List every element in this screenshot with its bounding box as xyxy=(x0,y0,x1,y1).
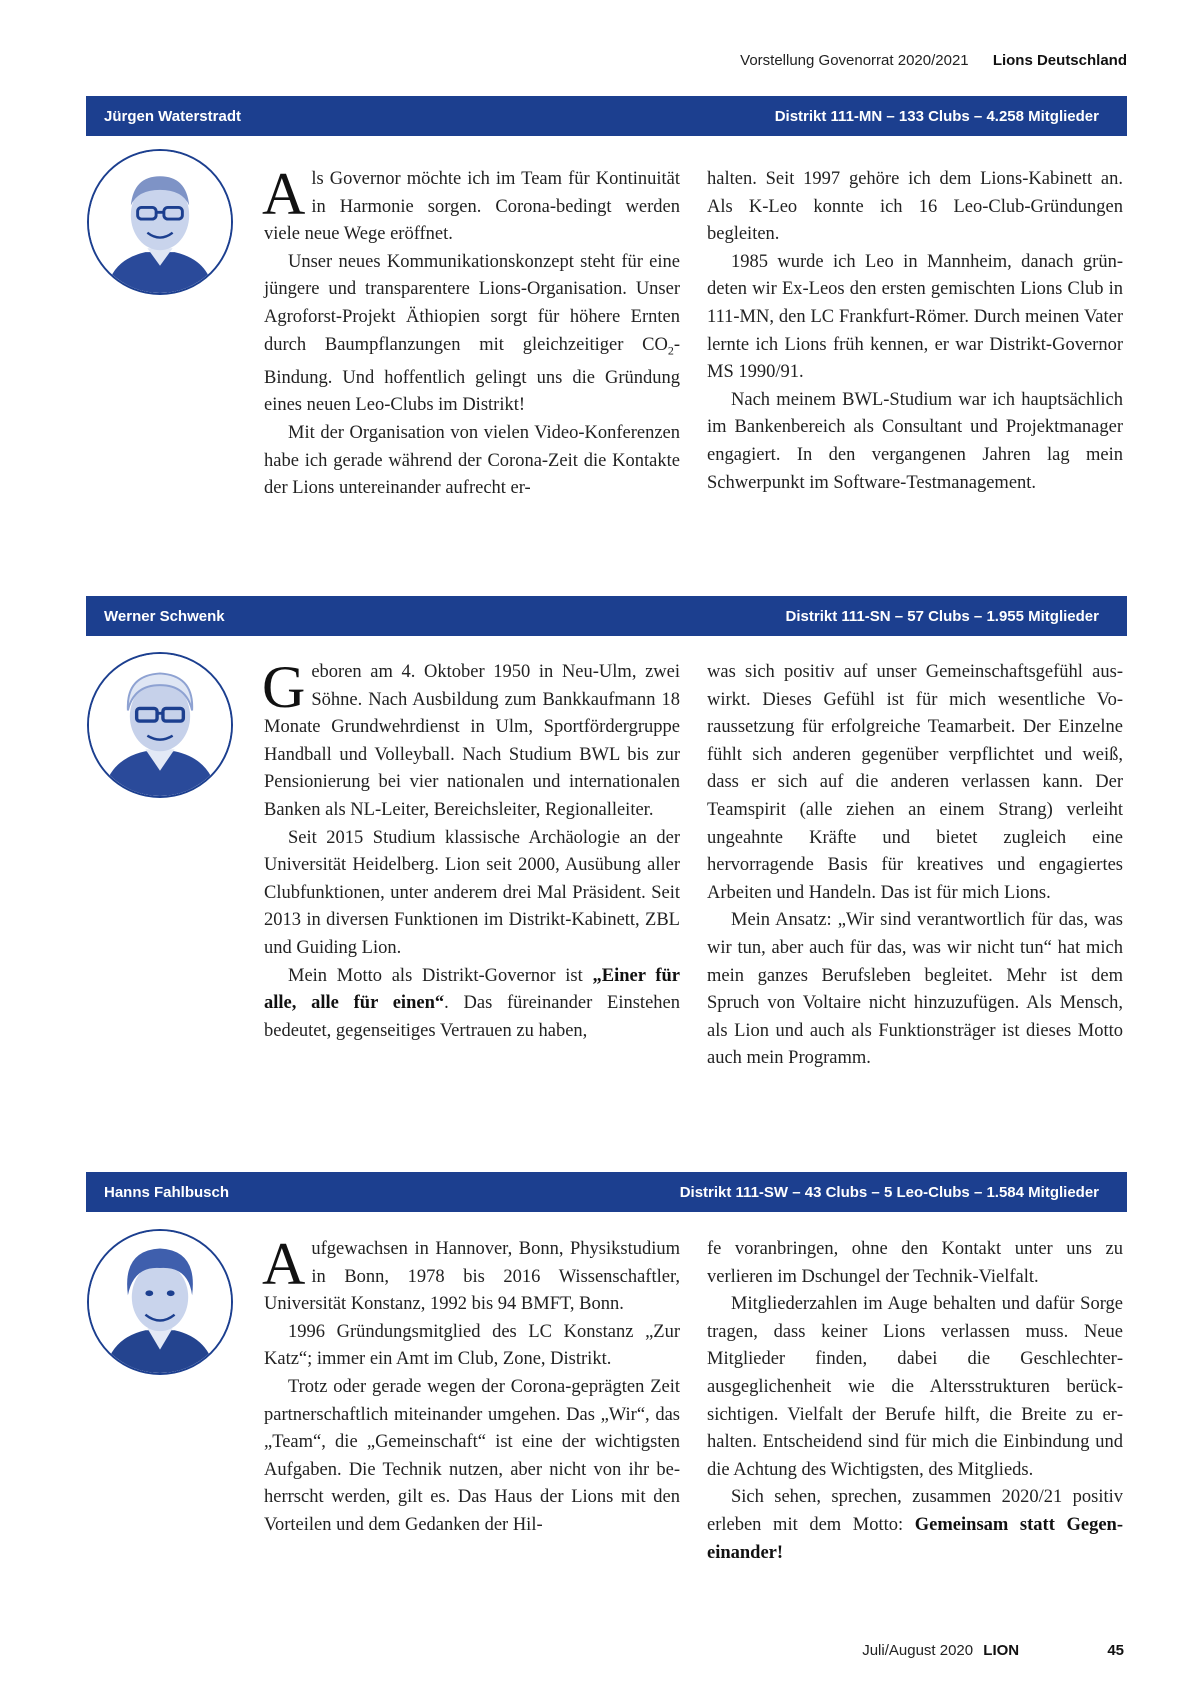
paragraph-text: eboren am 4. Oktober 1950 in Neu-Ulm, zwei Söhne. Nach Ausbildung zum Bankkaufmann 18 Monate Grundwehrdienst in Ulm, Sportfördergruppe Handball und Volleyball. Nach Studium BWL bis zur Pensionierung bei vier nationalen und internationalen Banken als NL-Leiter, Bereichsleiter, Regionalleiter. xyxy=(264,662,680,820)
page-footer xyxy=(862,1642,1124,1659)
paragraph-text: Sich sehen, sprechen, zusammen 2020/21 positiv erleben mit dem Motto: xyxy=(707,1487,1123,1535)
paragraph xyxy=(264,963,680,1046)
paragraph: Trotz oder gerade wegen der Corona-geprägten Zeit partnerschaftlich miteinander umgehen. Das „Wir“, das „Team“, die „Gemeinschaft“ ist eine der wichtigsten Aufgaben. Die Technik nutzen, aber nicht von ihr beherrscht werden, gilt es. Das Haus der Lions mit den Vorteilen und dem Gedanken der Hil- xyxy=(264,1376,680,1535)
section-bar xyxy=(86,596,1127,636)
paragraph xyxy=(262,161,680,249)
district-info: Distrikt 111-MN – 133 Clubs – 4.258 Mitglieder xyxy=(774,107,1099,125)
article-column-left xyxy=(262,161,680,503)
paragraph: Seit 2015 Studium klassische Archäologie an der Universität Heidelberg. Lion seit 2000, Ausübung aller Clubfunktionen, unter anderem drei Mal Präsident. Seit 2013 in diversen Funktionen im Distrikt-Kabinett, ZBL und Guiding Lion. xyxy=(264,827,680,958)
paragraph: 1996 Gründungsmitglied des LC Konstanz „Zur Katz“; immer ein Amt im Club, Zone, Distrikt. xyxy=(264,1321,680,1370)
paragraph xyxy=(707,1484,1123,1567)
district-info: Distrikt 111-SW – 43 Clubs – 5 Leo-Clubs – 1.584 Mitglieder xyxy=(679,1183,1099,1201)
paragraph-text: -Bindung. Und hoffentlich gelingt uns die Gründung eines neuen Leo-Clubs im Distrikt! xyxy=(264,334,680,416)
paragraph: halten. Seit 1997 gehöre ich dem Lions-Kabinett an. Als K-Leo konnte ich 16 Leo-Club-Gründungen begleiten. xyxy=(707,169,1123,245)
motto-bold: Gemeinsam statt Gegeneinander! xyxy=(707,1514,1123,1563)
paragraph-text: . Das füreinander Einstehen bedeutet, gegenseitiges Vertrauen zu haben, xyxy=(264,993,680,1041)
paragraph: fe voranbringen, ohne den Kontakt unter uns zu verlieren im Dschungel der Technik-Vielfalt. xyxy=(707,1239,1123,1287)
paragraph: Mit der Organisation von vielen Video-Konferenzen habe ich gerade während der Corona-Zeit die Kontakte der Lions untereinander aufrecht er- xyxy=(264,423,680,499)
portrait-photo xyxy=(87,652,233,798)
paragraph-text: Mein Motto als Distrikt-Governor ist xyxy=(288,965,593,986)
article-column-right xyxy=(707,1236,1123,1567)
article-column-right xyxy=(707,659,1123,1073)
section-bar xyxy=(86,96,1127,136)
paragraph-text: ls Governor möchte ich im Team für Kontinuität in Harmonie sorgen. Corona-bedingt werden viele neue Wege eröffnet. xyxy=(264,169,680,245)
paragraph-text: ufgewachsen in Hannover, Bonn, Physikstudium in Bonn, 1978 bis 2016 Wissenschaftler, Universität Konstanz, 1992 bis 94 BMFT, Bonn. xyxy=(264,1239,680,1315)
district-info: Distrikt 111-SN – 57 Clubs – 1.955 Mitglieder xyxy=(785,607,1099,625)
portrait-photo xyxy=(87,149,233,295)
person-name: Jürgen Waterstradt xyxy=(104,107,241,125)
article-column-left xyxy=(262,654,680,1045)
article-column-right xyxy=(707,166,1123,497)
drop-cap: G xyxy=(262,654,306,720)
person-name: Hanns Fahlbusch xyxy=(104,1183,230,1201)
person-name: Werner Schwenk xyxy=(104,607,225,625)
magazine-name: LION xyxy=(983,1642,1020,1659)
portrait-photo xyxy=(87,1229,233,1375)
article-column-left xyxy=(262,1231,680,1540)
running-header xyxy=(740,52,1127,69)
paragraph-text: Unser neues Kommunikationskonzept steht für eine jüngere und transparentere Lions-Organisation. Unser Agroforst-Projekt Äthiopien sorgt für höhere Ernten durch Baumpflanzungen mit gleichzeitiger CO xyxy=(264,251,680,355)
page-number: 45 xyxy=(1107,1642,1124,1659)
paragraph: Mitgliederzahlen im Auge behalten und dafür Sorge tragen, dass keiner Lions verlassen muss. Neue Mitglieder finden, dabei die Geschlechterausgeglichenheit wie die Altersstrukturen berücksichtigen. Vielfalt der Berufe hilft, die Breite zu erhalten. Entscheidend sind für mich die Einbindung und die Achtung des Wichtigsten, des Mitglieds. xyxy=(707,1294,1123,1480)
subscript: 2 xyxy=(667,343,674,358)
paragraph: Mein Ansatz: „Wir sind verantwortlich für das, was wir tun, aber auch für das, was wir nicht tun“ hat mich mein ganzes Berufsleben begleitet. Mehr ist dem Spruch von Voltaire nicht hinzuzufügen. Als Mensch, als Lion und auch als Funktionsträger ist dieses Motto auch mein Programm. xyxy=(707,910,1123,1069)
issue-date: Juli/August 2020 xyxy=(862,1642,974,1659)
paragraph: Nach meinem BWL-Studium war ich hauptsächlich im Bankenbereich als Consultant und Projektmanager engagiert. In den vergangenen Jahren lag mein Schwerpunkt im Software-Testmanagement. xyxy=(707,389,1123,493)
paragraph xyxy=(262,1231,680,1319)
paragraph xyxy=(262,654,680,825)
motto-bold: „Einer für alle, alle für einen“ xyxy=(264,965,680,1014)
paragraph: 1985 wurde ich Leo in Mannheim, danach gründeten wir Ex-Leos den ersten gemischten Lions Club in 111-MN, den LC Frankfurt-Römer. Durch meinen Vater lernte ich Lions früh kennen, er war Distrikt-Governor MS 1990/91. xyxy=(707,251,1123,383)
section-bar xyxy=(86,1172,1127,1212)
header-publisher: Lions Deutschland xyxy=(992,52,1127,69)
paragraph xyxy=(264,249,680,420)
header-title: Vorstellung Govenorrat 2020/2021 xyxy=(740,52,969,69)
paragraph: was sich positiv auf unser Gemeinschaftsgefühl auswirkt. Dieses Gefühl ist für mich wesentliche Voraussetzung für erfolgreiche Teamarbeit. Der Einzelne fühlt sich anderen gegenüber verpflichtet und weiß, dass er sich auf die anderen verlassen kann. Der Teamspirit (alle ziehen an einem Strang) verleiht ungeahnte Kräfte und bietet zugleich eine hervorragende Basis für kreatives und engagiertes Arbeiten und Handeln. Das ist für mich Lions. xyxy=(707,662,1123,903)
drop-cap: A xyxy=(262,161,306,227)
drop-cap: A xyxy=(262,1231,306,1297)
